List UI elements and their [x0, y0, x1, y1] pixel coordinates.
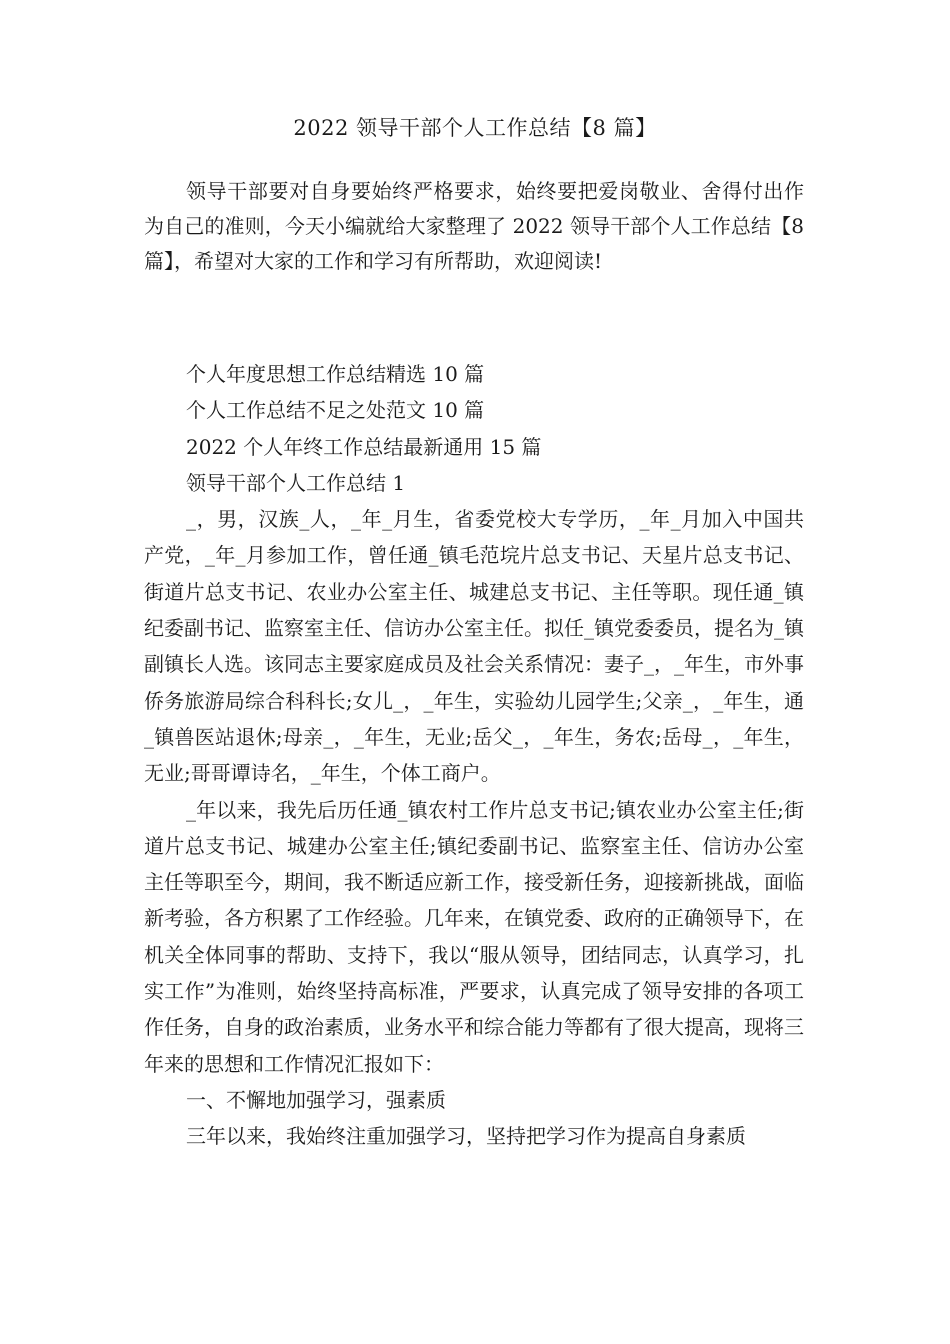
body-paragraph-3: 三年以来，我始终注重加强学习，坚持把学习作为提高自身素质 [186, 1124, 746, 1149]
related-link-1[interactable]: 个人年度思想工作总结精选 10 篇 [186, 362, 485, 386]
document-title: 2022 领导干部个人工作总结【8 篇】 [293, 116, 657, 140]
body-paragraph-2: _年以来，我先后历任通_镇农村工作片总支书记;镇农业办公室主任;街道片总支书记、城建办公室主任;镇纪委副书记、监察室主任、信访办公室主任等职至今，期间，我不断适应新工作，接受新任务，迎接新挑战，面临新考验，各方积累了工作经验。几年来，在镇党委、政府的正确领导下，在机关全体同事的帮助、支持下，我以“服从领导，团结同志，认真学习，扎实工作”为准则，始终坚持高标准，严要求，认真完成了领导安排的各项工作任务，自身的政治素质，业务水平和综合能力等都有了很大提高，现将三年来的思想和工作情况汇报如下： [144, 797, 804, 1076]
document-body [144, 356, 804, 1155]
intro-paragraph: 领导干部要对自身要始终严格要求，始终要把爱岗敬业、舍得付出作为自己的准则，今天小编就给大家整理了 2022 领导干部个人工作总结【8 篇】，希望对大家的工作和学习有所帮助，欢迎阅读! [144, 179, 804, 273]
related-link-3[interactable]: 2022 个人年终工作总结最新通用 15 篇 [186, 434, 542, 459]
body-paragraph-1: _，男，汉族_人，_年_月生，省委党校大专学历，_年_月加入中国共产党，_年_月参加工作，曾任通_镇毛范垸片总支书记、天星片总支书记、街道片总支书记、农业办公室主任、城建总支书记、主任等职。现任通_镇纪委副书记、监察室主任、信访办公室主任。拟任_镇党委委员，提名为_镇副镇长人选。该同志主要家庭成员及社会关系情况：妻子_，_年生，市外事侨务旅游局综合科科长;女儿_，_年生，实验幼儿园学生;父亲_，_年生，通_镇兽医站退休;母亲_，_年生，无业;岳父_，_年生，务农;岳母_，_年生，无业;哥哥谭诗名，_年生，个体工商户。 [144, 507, 804, 786]
subheading-1: 一、不懈地加强学习，强素质 [186, 1087, 446, 1112]
section-title: 领导干部个人工作总结 1 [186, 470, 406, 495]
related-link-2[interactable]: 个人工作总结不足之处范文 10 篇 [186, 398, 485, 423]
